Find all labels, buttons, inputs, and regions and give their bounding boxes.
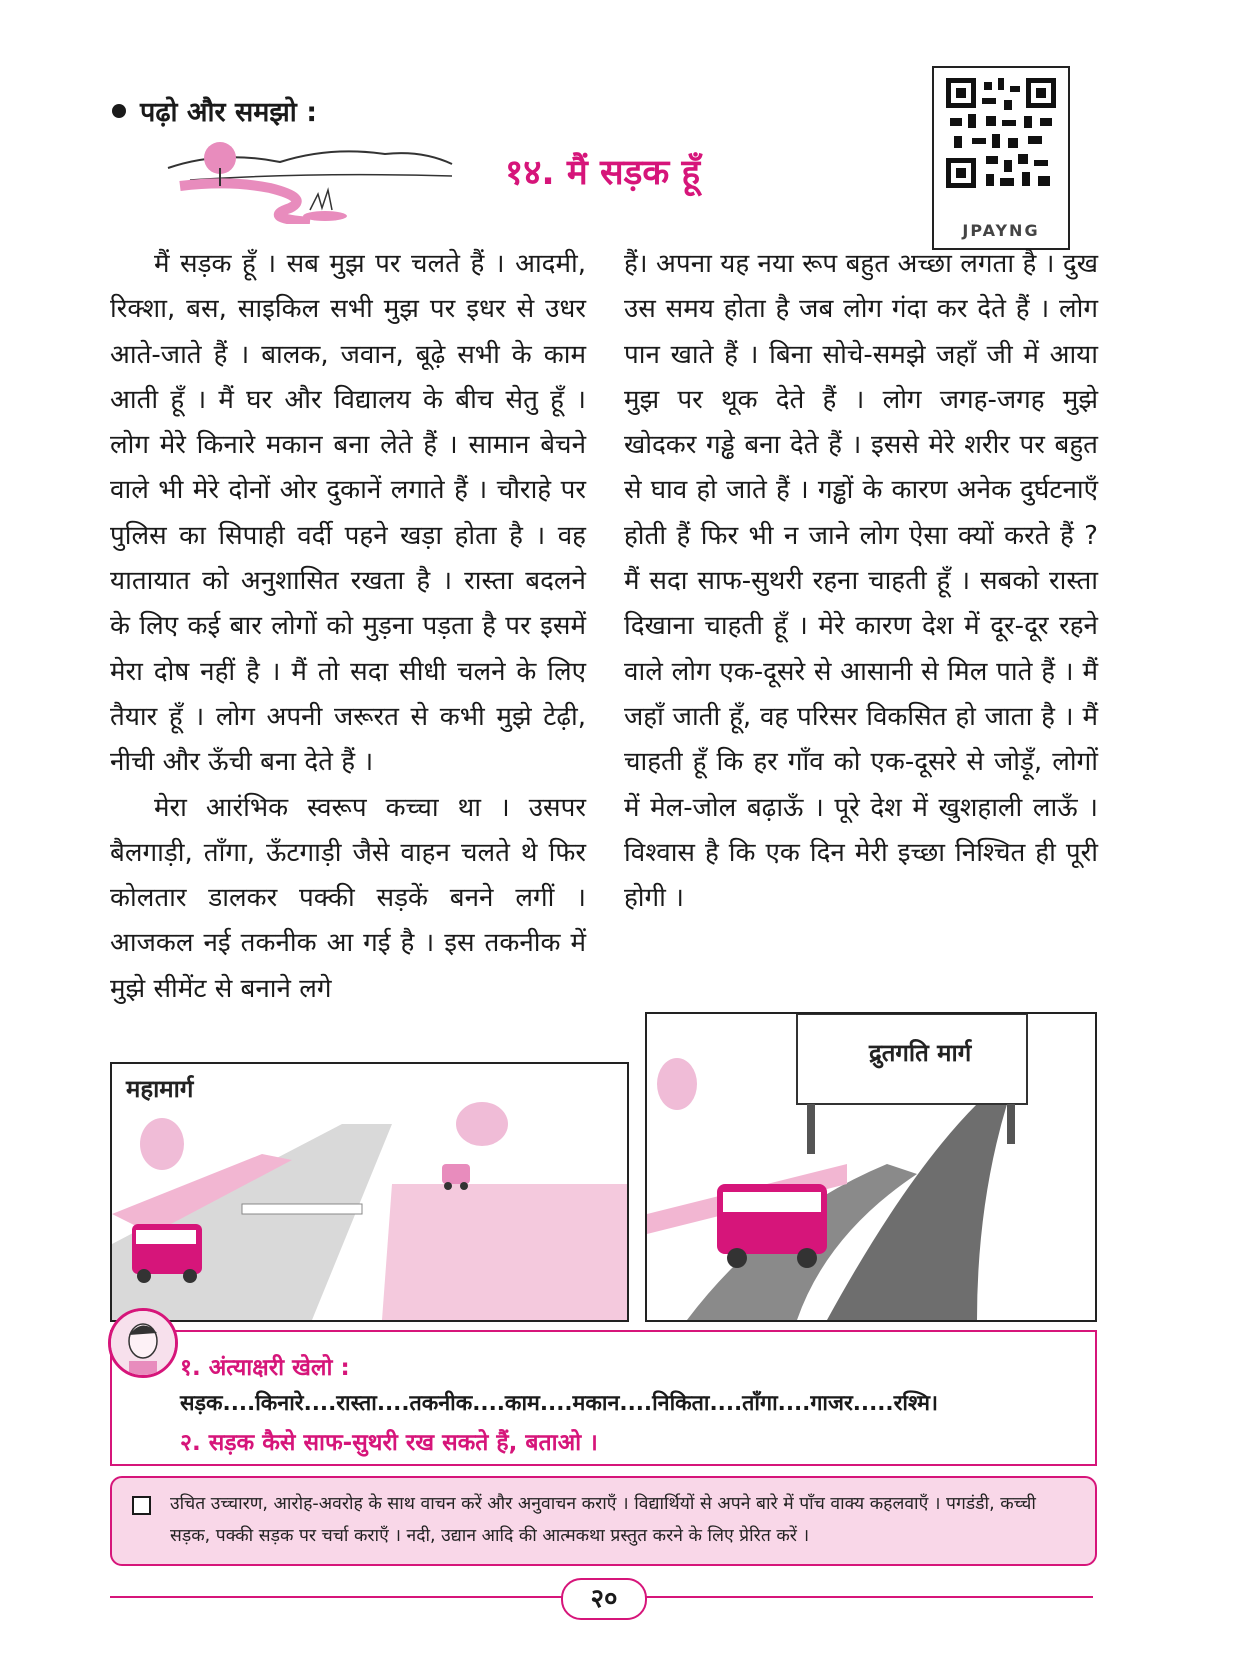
qr-code-label: JPAYNG	[962, 221, 1040, 240]
qr-code[interactable]	[932, 66, 1070, 250]
highway-illustration	[110, 1062, 629, 1322]
activity-box	[110, 1330, 1097, 1466]
page-number: २०	[561, 1578, 647, 1620]
antakshari-words: सड़क....किनारे....रास्ता....तकनीक....काम....मकान....निकिता....ताँगा....गाजर.....रश्मि।	[180, 1391, 939, 1416]
lesson-title: १४. मैं सड़क हूँ	[505, 153, 701, 193]
activity-item-2: २. सड़क कैसे साफ-सुथरी रख सकते हैं, बताओ ।	[180, 1430, 598, 1456]
highway-label: महामार्ग	[126, 1075, 194, 1103]
section-heading-text: पढ़ो और समझो :	[140, 97, 317, 128]
paragraph: मेरा आरंभिक स्वरूप कच्चा था । उसपर बैलगाड़ी, ताँगा, ऊँटगाड़ी जैसे वाहन चलते थे फिर कोलतार डालकर पक्की सड़कें बनने लगीं । आजकल नई तकनीक आ गई है । इस तकनीक में मुझे सीमेंट से बनाने लगे	[110, 792, 586, 1004]
activity-item-1: १. अंत्याक्षरी खेलो :	[180, 1355, 350, 1381]
qr-pattern-icon	[946, 78, 1056, 188]
bullet-icon	[112, 104, 126, 118]
avatar	[108, 1308, 178, 1378]
boy-face-icon	[111, 1311, 175, 1375]
paragraph: मैं सड़क हूँ । सब मुझ पर चलते हैं । आदमी, रिक्शा, बस, साइकिल सभी मुझ पर इधर से उधर आते-जाते हैं । बालक, जवान, बूढ़े सभी के काम आती हूँ । मैं घर और विद्यालय के बीच सेतु हूँ । लोग मेरे किनारे मकान बना लेते हैं । सामान बेचने वाले भी मेरे दोनों ओर दुकानें लगाते हैं । चौराहे पर पुलिस का सिपाही वर्दी पहने खड़ा होता है । वह यातायात को अनुशासित रखता है । रास्ता बदलने के लिए कई बार लोगों को मुड़ना पड़ता है पर इसमें मेरा दोष नहीं है । मैं तो सदा सीधी चलने के लिए तैयार हूँ । लोग अपनी जरूरत से कभी मुझे टेढ़ी, नीची और ऊँची बना देते हैं ।	[110, 249, 586, 778]
teacher-note	[110, 1476, 1097, 1566]
road-sketch-illustration	[160, 128, 460, 224]
teacher-note-text: उचित उच्चारण, आरोह-अवरोह के साथ वाचन करें और अनुवाचन कराएँ । विद्यार्थियों से अपने बारे में पाँच वाक्य कहलवाएँ । पगडंडी, कच्ची सड़क, पक्की सड़क पर चर्चा कराएँ । नदी, उद्यान आदि की आत्मकथा प्रस्तुत करने के लिए प्रेरित करें ।	[170, 1494, 1036, 1546]
section-heading	[112, 92, 317, 129]
story-text-right	[624, 242, 1098, 921]
checkbox-icon	[132, 1496, 151, 1515]
expressway-illustration	[645, 1012, 1097, 1322]
paragraph: हैं। अपना यह नया रूप बहुत अच्छा लगता है । दुख उस समय होता है जब लोग गंदा कर देते हैं । लोग पान खाते हैं । बिना सोचे-समझे जहाँ जी में आया मुझ पर थूक देते हैं । लोग जगह-जगह मुझे खोदकर गड्ढे बना देते हैं । इससे मेरे शरीर पर बहुत से घाव हो जाते हैं । गड्ढों के कारण अनेक दुर्घटनाएँ होती हैं फिर भी न जाने लोग ऐसा क्यों करते हैं ? मैं सदा साफ-सुथरी रहना चाहती हूँ । सबको रास्ता दिखाना चाहती हूँ । मेरे कारण देश में दूर-दूर रहने वाले लोग एक-दूसरे से आसानी से मिल पाते हैं । मैं जहाँ जाती हूँ, वह परिसर विकसित हो जाता है । मैं चाहती हूँ कि हर गाँव को एक-दूसरे से जोड़ूँ, लोगों में मेल-जोल बढ़ाऊँ । पूरे देश में खुशहाली लाऊँ । विश्वास है कि एक दिन मेरी इच्छा निश्चित ही पूरी होगी ।	[624, 249, 1098, 914]
expressway-label: द्रुतगति मार्ग	[869, 1039, 972, 1067]
story-text-left	[110, 242, 586, 1012]
